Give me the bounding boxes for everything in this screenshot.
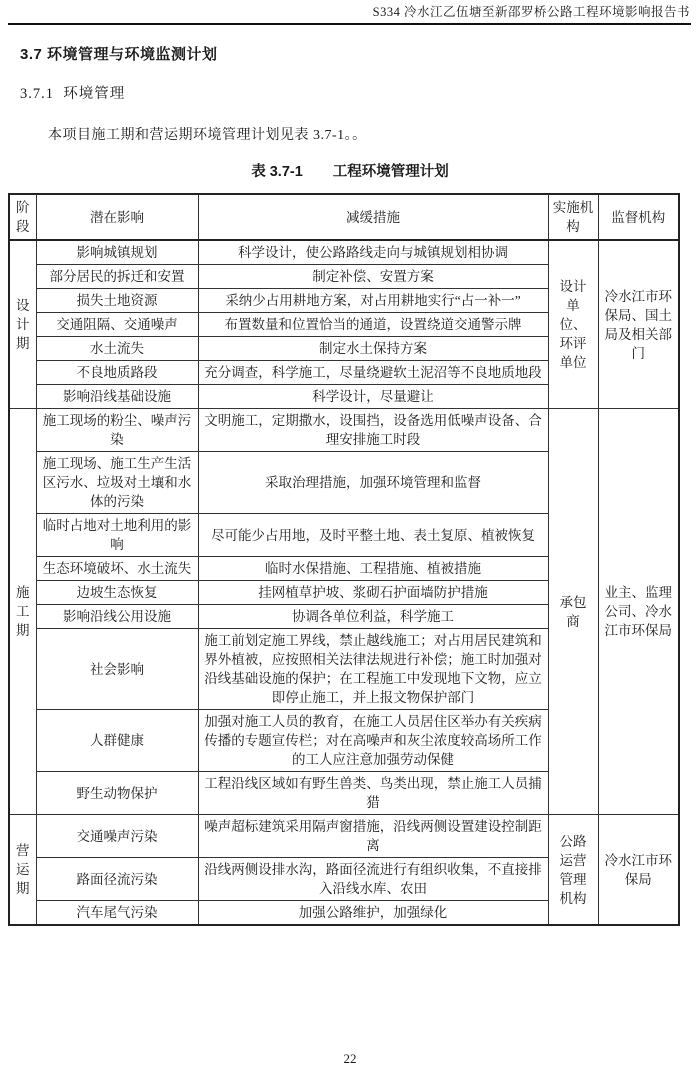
stage-cell: 施工期 (9, 409, 36, 815)
potential-impact-cell: 施工现场、施工生产生活区污水、垃圾对土壤和水体的污染 (36, 452, 198, 514)
section-heading: 3.7 环境管理与环境监测计划 (20, 46, 218, 63)
potential-impact-cell: 临时占地对土地利用的影响 (36, 514, 198, 557)
table-row (9, 815, 679, 858)
column-header: 监督机构 (598, 194, 679, 240)
mitigation-measure-cell: 制定水土保持方案 (198, 337, 548, 361)
potential-impact-cell: 野生动物保护 (36, 772, 198, 815)
mitigation-measure-cell: 科学设计，使公路路线走向与城镇规划相协调 (198, 240, 548, 265)
potential-impact-cell: 汽车尾气污染 (36, 901, 198, 926)
potential-impact-cell: 影响城镇规划 (36, 240, 198, 265)
potential-impact-cell: 影响沿线基础设施 (36, 385, 198, 409)
mitigation-measure-cell: 加强对施工人员的教育，在施工人员居住区举办有关疾病传播的专题宣传栏；对在高噪声和灰尘浓度较高场所工作的工人应注意加强劳动保健 (198, 710, 548, 772)
running-header (0, 0, 700, 20)
table-row (9, 409, 679, 452)
potential-impact-cell: 人群健康 (36, 710, 198, 772)
mitigation-measure-cell: 加强公路维护，加强绿化 (198, 901, 548, 926)
potential-impact-cell: 不良地质路段 (36, 361, 198, 385)
table-header-row (9, 194, 679, 240)
mitigation-measure-cell: 协调各单位利益，科学施工 (198, 605, 548, 629)
subsection-heading: 3.7.1 环境管理 (20, 86, 126, 102)
supervising-agency-cell: 业主、监理公司、冷水江市环保局 (598, 409, 679, 815)
potential-impact-cell: 社会影响 (36, 629, 198, 710)
table-row (9, 240, 679, 265)
intro-paragraph: 本项目施工期和营运期环境管理计划见表 3.7-1。。 (48, 128, 367, 143)
mitigation-measure-cell: 制定补偿、安置方案 (198, 265, 548, 289)
running-header-text: S334 冷水江乙伍塘至新邵罗桥公路工程环境影响报告书 (372, 5, 690, 19)
table-caption-label: 表 3.7-1 (251, 164, 303, 180)
mitigation-measure-cell: 充分调查，科学施工，尽量绕避软土泥沼等不良地质地段 (198, 361, 548, 385)
mitigation-measure-cell: 布置数量和位置恰当的通道，设置绕道交通警示牌 (198, 313, 548, 337)
implementing-agency-cell: 公路运营管理机构 (548, 815, 598, 926)
supervising-agency-cell: 冷水江市环保局 (598, 815, 679, 926)
mitigation-measure-cell: 尽可能少占用地，及时平整土地、表土复原、植被恢复 (198, 514, 548, 557)
stage-cell: 营运期 (9, 815, 36, 926)
potential-impact-cell: 交通噪声污染 (36, 815, 198, 858)
table-caption-title: 工程环境管理计划 (332, 164, 449, 180)
environment-management-plan-table (8, 193, 680, 926)
potential-impact-cell: 路面径流污染 (36, 858, 198, 901)
column-header: 阶段 (9, 194, 36, 240)
potential-impact-cell: 水土流失 (36, 337, 198, 361)
potential-impact-cell: 交通阻隔、交通噪声 (36, 313, 198, 337)
mitigation-measure-cell: 临时水保措施、工程措施、植被措施 (198, 557, 548, 581)
stage-cell: 设计期 (9, 240, 36, 409)
implementing-agency-cell: 设计单位、环评单位 (548, 240, 598, 409)
column-header: 减缓措施 (198, 194, 548, 240)
mitigation-measure-cell: 采取治理措施，加强环境管理和监督 (198, 452, 548, 514)
mitigation-measure-cell: 采纳少占用耕地方案，对占用耕地实行“占一补一” (198, 289, 548, 313)
potential-impact-cell: 生态环境破坏、水土流失 (36, 557, 198, 581)
potential-impact-cell: 边坡生态恢复 (36, 581, 198, 605)
column-header: 潜在影响 (36, 194, 198, 240)
potential-impact-cell: 损失土地资源 (36, 289, 198, 313)
page-number: 22 (343, 1051, 357, 1066)
supervising-agency-cell: 冷水江市环保局、国土局及相关部门 (598, 240, 679, 409)
mitigation-measure-cell: 施工前划定施工界线，禁止越线施工；对占用居民建筑和界外植被，应按照相关法律法规进行补偿；施工时加强对沿线基础设施的保护；在工程施工中发现地下文物，应立即停止施工，并上报文物保护部门 (198, 629, 548, 710)
mitigation-measure-cell: 噪声超标建筑采用隔声窗措施，沿线两侧设置建设控制距离 (198, 815, 548, 858)
potential-impact-cell: 部分居民的拆迁和安置 (36, 265, 198, 289)
mitigation-measure-cell: 科学设计，尽量避让 (198, 385, 548, 409)
table-caption (0, 160, 700, 181)
header-rule (8, 23, 691, 25)
column-header: 实施机构 (548, 194, 598, 240)
mitigation-measure-cell: 工程沿线区域如有野生兽类、鸟类出现，禁止施工人员捕猎 (198, 772, 548, 815)
implementing-agency-cell: 承包商 (548, 409, 598, 815)
mitigation-measure-cell: 挂网植草护坡、浆砌石护面墙防护措施 (198, 581, 548, 605)
mitigation-measure-cell: 沿线两侧设排水沟，路面径流进行有组织收集，不直接排入沿线水库、农田 (198, 858, 548, 901)
potential-impact-cell: 施工现场的粉尘、噪声污染 (36, 409, 198, 452)
potential-impact-cell: 影响沿线公用设施 (36, 605, 198, 629)
mitigation-measure-cell: 文明施工，定期撒水，设围挡，设备选用低噪声设备、合理安排施工时段 (198, 409, 548, 452)
